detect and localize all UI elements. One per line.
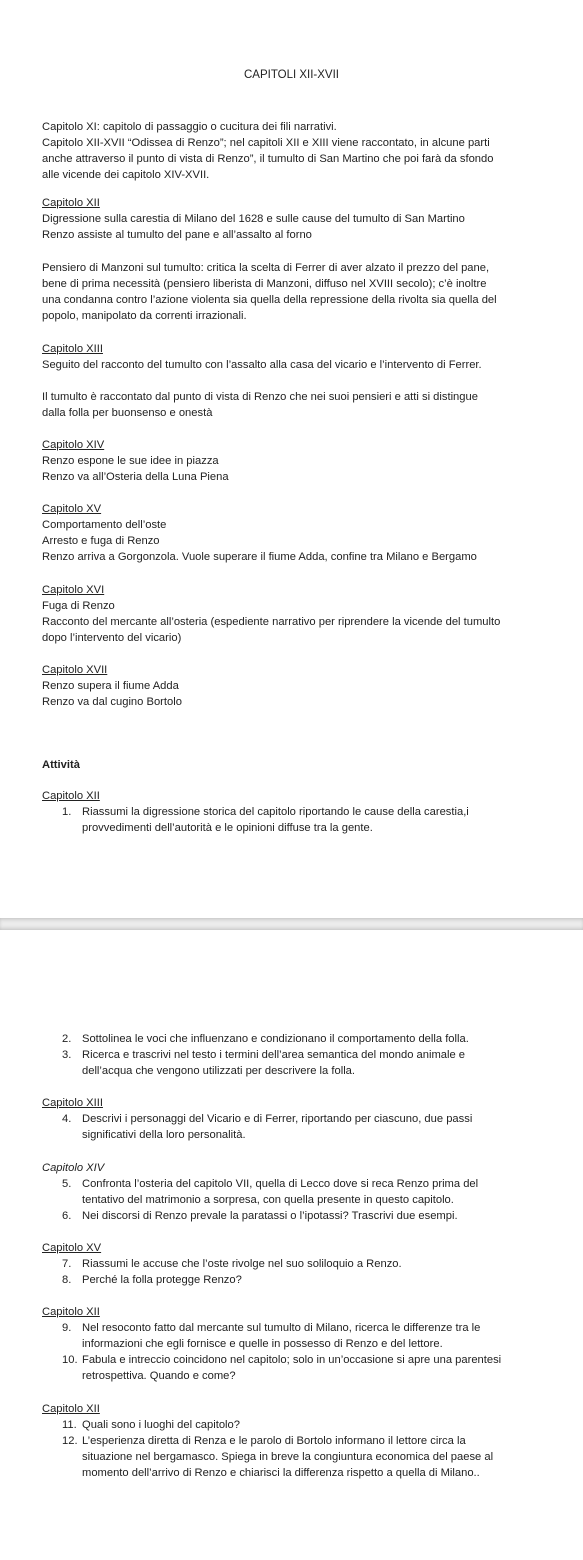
question-line: significativi della loro personalità. (82, 1129, 246, 1141)
paragraph-line: Pensiero di Manzoni sul tumulto: critica la scelta di Ferrer di aver alzato il prezzo del pane, (42, 262, 490, 274)
activities-heading: Attività (42, 759, 80, 771)
chapter-line: Renzo supera il fiume Adda (42, 680, 179, 692)
chapter-line: Renzo espone le sue idee in piazza (42, 455, 219, 467)
section-heading: Capitolo XV (42, 1242, 102, 1254)
question-number: 6. (62, 1210, 72, 1222)
section-heading: Capitolo XII (42, 790, 100, 802)
question-line: Confronta l’osteria del capitolo VII, quella di Lecco dove si reca Renzo prima del (82, 1178, 479, 1190)
question-line: Nel resoconto fatto dal mercante sul tumulto di Milano, ricerca le differenze tra le (82, 1322, 481, 1334)
paragraph-line: dalla folla per buonsenso e onestà (42, 407, 213, 419)
question-number: 2. (62, 1033, 72, 1045)
intro-line: Capitolo XI: capitolo di passaggio o cucitura dei fili narrativi. (42, 121, 337, 133)
intro-line: anche attraverso il punto di vista di Renzo”, il tumulto di San Martino che poi farà da sfondo (42, 153, 494, 165)
chapter-line: Arresto e fuga di Renzo (42, 535, 160, 547)
chapter-line: dopo l’intervento del vicario) (42, 632, 182, 644)
section-heading: Capitolo XII (42, 1403, 100, 1415)
chapter-heading: Capitolo XIII (42, 343, 103, 355)
chapter-line: Renzo arriva a Gorgonzola. Vuole superare il fiume Adda, confine tra Milano e Bergamo (42, 551, 477, 563)
question-line: Descrivi i personaggi del Vicario e di Ferrer, riportando per ciascuno, due passi (82, 1113, 473, 1125)
question-line: situazione nel bergamasco. Spiega in breve la congiuntura economica del paese al (82, 1451, 494, 1463)
question-number: 7. (62, 1258, 72, 1270)
question-line: momento dell’arrivo di Renzo e chiarisci la differenza rispetto a quella di Milano.. (82, 1467, 480, 1479)
chapter-line: Digressione sulla carestia di Milano del 1628 e sulle cause del tumulto di San Martino (42, 213, 465, 225)
question-number: 12. (62, 1435, 78, 1447)
document-title: CAPITOLI XII-XVII (243, 69, 339, 81)
question-line: Nei discorsi di Renzo prevale la paratassi o l’ipotassi? Trascrivi due esempi. (82, 1210, 458, 1222)
intro-line: Capitolo XII-XVII “Odissea di Renzo”; nel capitoli XII e XIII viene raccontato, in alcune parti (42, 137, 490, 149)
intro-line: alle vicende dei capitolo XIV-XVII. (42, 169, 210, 181)
paragraph-line: una condanna contro l’azione violenta sia quella della repressione della rivolta sia quella del (42, 294, 497, 306)
page-2 (0, 930, 583, 1560)
question-number: 3. (62, 1049, 72, 1061)
question-number: 9. (62, 1322, 72, 1334)
question-number: 5. (62, 1178, 72, 1190)
page-separator (0, 918, 583, 930)
chapter-heading: Capitolo XVI (42, 584, 105, 596)
chapter-line: Renzo va all’Osteria della Luna Piena (42, 471, 229, 483)
paragraph-line: popolo, manipolato da correnti irrazionali. (42, 310, 247, 322)
chapter-heading: Capitolo XV (42, 503, 102, 515)
chapter-line: Comportamento dell’oste (42, 519, 167, 531)
section-heading: Capitolo XIII (42, 1097, 103, 1109)
question-line: dell’acqua che vengono utilizzati per descrivere la folla. (82, 1065, 356, 1077)
chapter-line: Racconto del mercante all’osteria (espediente narrativo per riprendere la vicende del tumulto (42, 616, 501, 628)
question-number: 11. (62, 1419, 77, 1431)
chapter-line: Seguito del racconto del tumulto con l’assalto alla casa del vicario e l’intervento di Ferrer. (42, 359, 482, 371)
question-line: L’esperienza diretta di Renza e le parolo di Bortolo informano il lettore circa la (82, 1435, 466, 1447)
section-heading: Capitolo XIV (42, 1162, 105, 1174)
question-line: tentativo del matrimonio a sorpresa, con quella presente in questo capitolo. (82, 1194, 454, 1206)
question-line: Quali sono i luoghi del capitolo? (82, 1419, 240, 1431)
question-number: 10. (62, 1354, 78, 1366)
question-number: 1. (62, 806, 72, 818)
chapter-line: Renzo va dal cugino Bortolo (42, 696, 182, 708)
question-line: Riassumi le accuse che l’oste rivolge nel suo soliloquio a Renzo. (82, 1258, 402, 1270)
chapter-line: Renzo assiste al tumulto del pane e all’assalto al forno (42, 229, 312, 241)
question-line: Fabula e intreccio coincidono nel capitolo; solo in un’occasione si apre una parentesi (82, 1354, 502, 1366)
question-line: Sottolinea le voci che influenzano e condizionano il comportamento della folla. (82, 1033, 469, 1045)
question-line: Riassumi la digressione storica del capitolo riportando le cause della carestia,i (82, 806, 469, 818)
paragraph-line: bene di prima necessità (pensiero liberista di Manzoni, diffuso nel XVIII secolo); c’è inoltre (42, 278, 487, 290)
question-number: 8. (62, 1274, 72, 1286)
chapter-heading: Capitolo XII (42, 197, 100, 209)
question-number: 4. (62, 1113, 72, 1125)
paragraph-line: Il tumulto è raccontato dal punto di vista di Renzo che nei suoi pensieri e atti si distingue (42, 391, 478, 403)
section-heading: Capitolo XII (42, 1306, 100, 1318)
question-line: Perché la folla protegge Renzo? (82, 1274, 242, 1286)
question-line: Ricerca e trascrivi nel testo i termini dell’area semantica del mondo animale e (82, 1049, 466, 1061)
question-line: informazioni che egli fornisce e quelle in possesso di Renzo e del lettore. (82, 1338, 443, 1350)
chapter-line: Fuga di Renzo (42, 600, 115, 612)
question-line: retrospettiva. Quando e come? (82, 1370, 236, 1382)
question-line: provvedimenti dell’autorità e le opinioni diffuse tra la gente. (82, 822, 373, 834)
chapter-heading: Capitolo XVII (42, 664, 108, 676)
chapter-heading: Capitolo XIV (42, 439, 105, 451)
